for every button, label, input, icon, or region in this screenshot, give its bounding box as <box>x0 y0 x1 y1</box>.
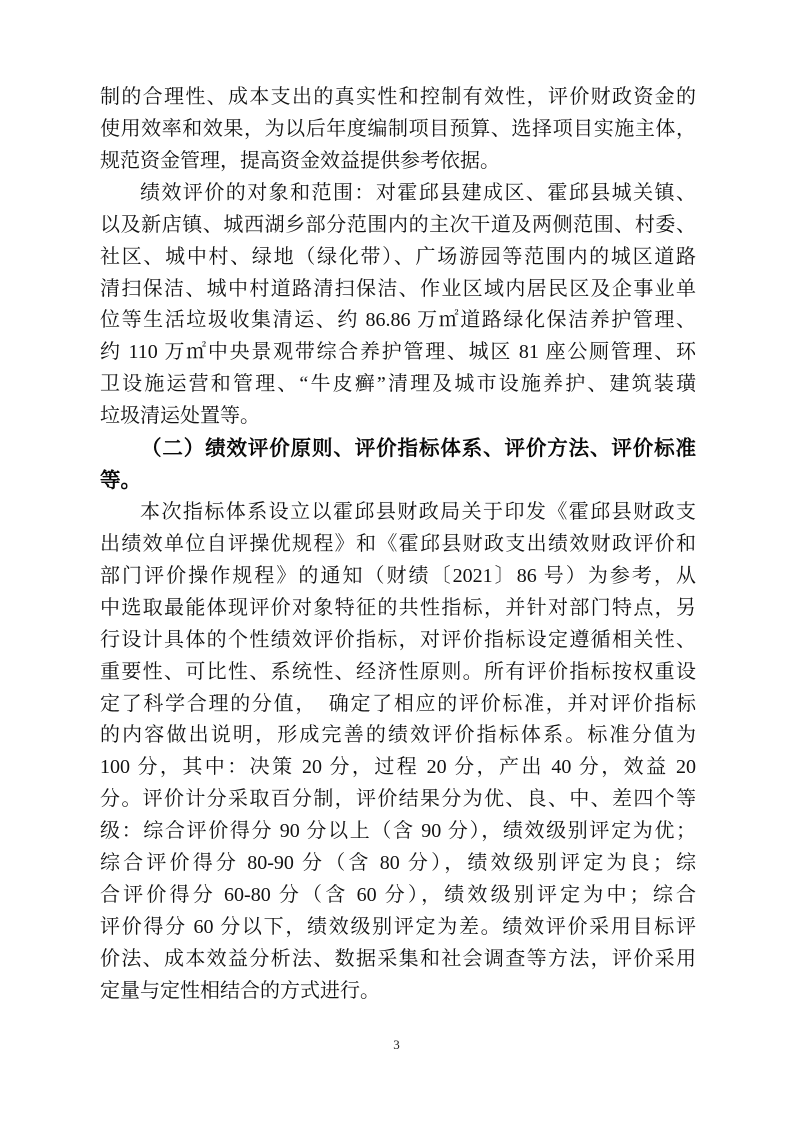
text-line: 位等生活垃圾收集清运、约 86.86 万㎡道路绿化保洁养护管理、 <box>100 309 696 332</box>
text-line: 评价得分 60 分以下，绩效级别评定为差。绩效评价采用目标评 <box>100 915 696 938</box>
page-number: 3 <box>393 1037 400 1052</box>
text-line: 级：综合评价得分 90 分以上（含 90 分），绩效级别评定为优； <box>100 820 696 843</box>
paragraph <box>100 178 696 433</box>
page-footer <box>0 1036 793 1054</box>
text-line: 部门评价操作规程》的通知（财绩〔2021〕86 号）为参考，从 <box>100 564 696 587</box>
text-line: 合评价得分 60-80 分（含 60 分），绩效级别评定为中；综合 <box>100 884 696 907</box>
text-line: 清扫保洁、城中村道路清扫保洁、作业区域内居民区及企事业单 <box>100 277 696 300</box>
text-line: 定量与定性相结合的方式进行。 <box>100 979 380 1002</box>
document-body <box>100 82 696 1008</box>
paragraph <box>100 497 696 1008</box>
text-line: 100 分，其中：决策 20 分，过程 20 分，产出 40 分，效益 20 <box>100 756 696 779</box>
text-line: 等。 <box>100 469 141 493</box>
text-line: 出绩效单位自评操优规程》和《霍邱县财政支出绩效财政评价和 <box>100 532 696 555</box>
text-line: 使用效率和效果，为以后年度编制项目预算、选择项目实施主体， <box>100 117 696 140</box>
text-line: 中选取最能体现评价对象特征的共性指标，并针对部门特点，另 <box>100 596 696 619</box>
text-line: 绩效评价的对象和范围：对霍邱县建成区、霍邱县城关镇、 <box>140 181 696 204</box>
text-line: 规范资金管理，提高资金效益提供参考依据。 <box>100 149 500 172</box>
text-line: 定了科学合理的分值， 确定了相应的评价标准，并对评价指标 <box>100 692 696 715</box>
text-line: 约 110 万㎡中央景观带综合养护管理、城区 81 座公厕管理、环 <box>100 341 696 364</box>
text-line: 社区、城中村、绿地（绿化带）、广场游园等范围内的城区道路 <box>100 245 696 268</box>
text-line: 垃圾清运处置等。 <box>100 405 260 428</box>
text-line: 行设计具体的个性绩效评价指标，对评价指标设定遵循相关性、 <box>100 628 696 651</box>
text-line: 本次指标体系设立以霍邱县财政局关于印发《霍邱县财政支 <box>140 500 696 523</box>
text-line: 重要性、可比性、系统性、经济性原则。所有评价指标按权重设 <box>100 660 696 683</box>
text-line: 制的合理性、成本支出的真实性和控制有效性，评价财政资金的 <box>100 86 696 108</box>
text-line: 价法、成本效益分析法、数据采集和社会调查等方法，评价采用 <box>100 947 696 970</box>
text-line: 分。评价计分采取百分制，评价结果分为优、良、中、差四个等 <box>100 788 696 811</box>
text-line: 综合评价得分 80-90 分（含 80 分），绩效级别评定为良；综 <box>100 852 696 875</box>
paragraph <box>100 82 696 178</box>
text-line: 以及新店镇、城西湖乡部分范围内的主次干道及两侧范围、村委、 <box>100 213 696 236</box>
text-line: 的内容做出说明，形成完善的绩效评价指标体系。标准分值为 <box>100 724 696 747</box>
text-line: （二）绩效评价原则、评价指标体系、评价方法、评价标准 <box>141 437 696 461</box>
text-line: 卫设施运营和管理、“牛皮癣”清理及城市设施养护、建筑装璜 <box>100 373 696 396</box>
section-heading <box>100 433 696 497</box>
